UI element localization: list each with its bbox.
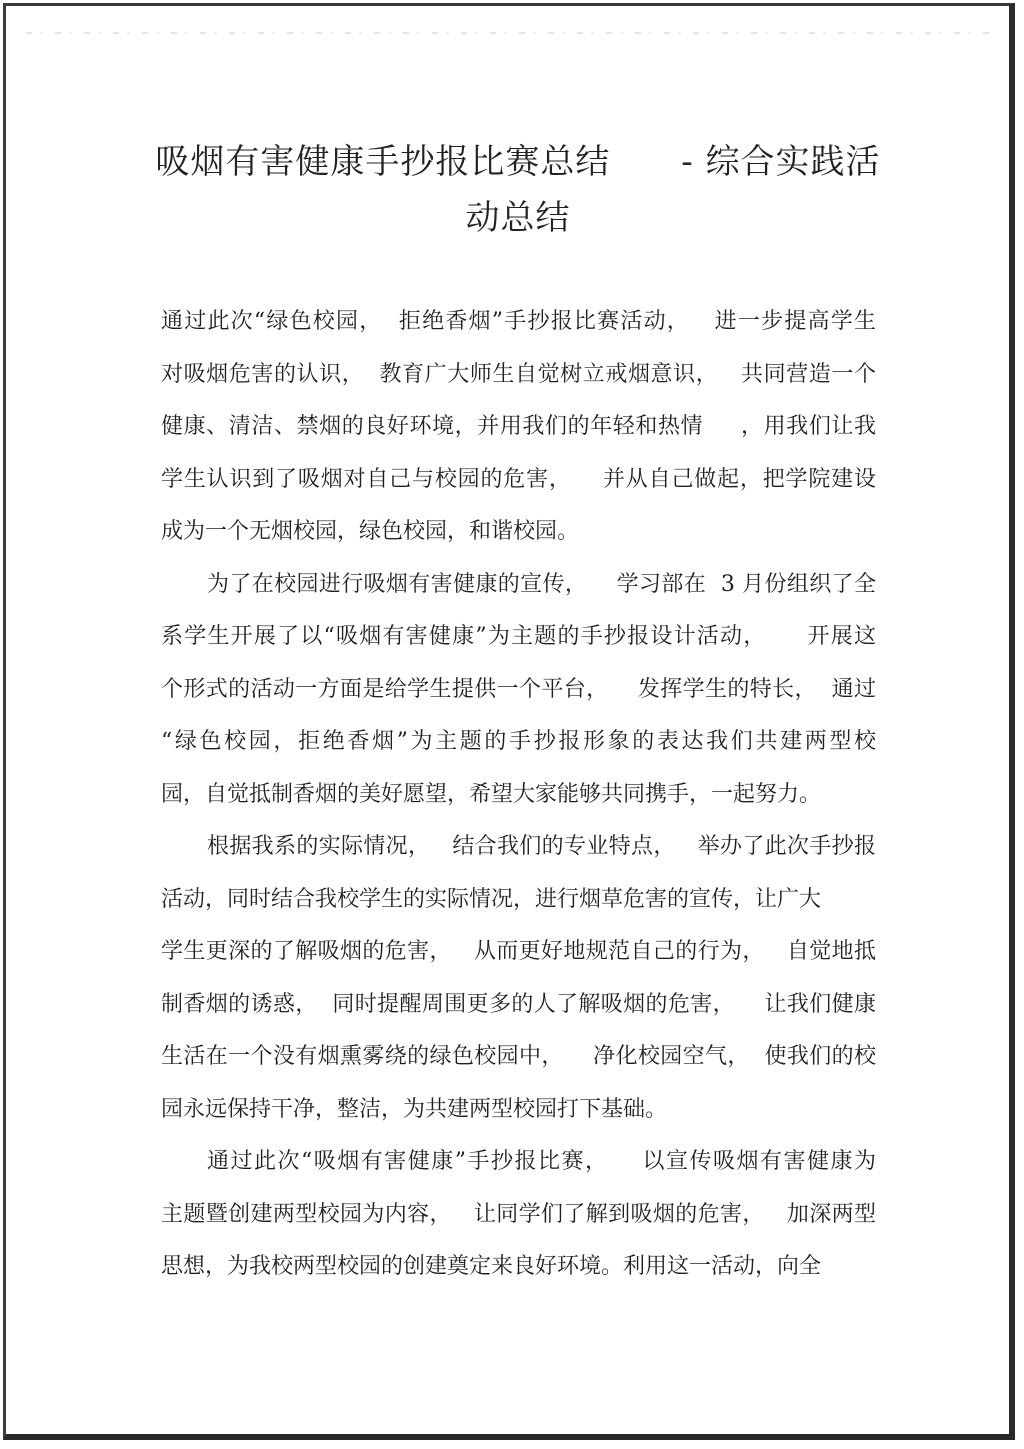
body-line: 园，自觉抵制香烟的美好愿望，希望大家能够共同携手，一起努力。 (161, 781, 822, 807)
document-page (3, 3, 1015, 1440)
scan-artifact (26, 32, 989, 34)
body-line: 制香烟的诱惑， 同时提醒周围更多的人了解吸烟的危害， 让我们健康 (161, 991, 876, 1017)
body-line: 对吸烟危害的认识， 教育广大师生自觉树立戒烟意识， 共同营造一个 (161, 361, 876, 387)
body-line: 健康、清洁、禁烟的良好环境，并用我们的年轻和热情 ，用我们让我 (161, 414, 876, 439)
body-line: 系学生开展了以“吸烟有害健康”为主题的手抄报设计活动， 开展这 (161, 624, 876, 649)
body-line: 学生更深的了解吸烟的危害， 从而更好地规范自己的行为， 自觉地抵 (161, 939, 876, 964)
body-line: “绿色校园，拒绝香烟”为主题的手抄报形象的表达我们共建两型校 (161, 729, 876, 754)
document-body (161, 296, 876, 1294)
body-line: 通过此次“绿色校园， 拒绝香烟”手抄报比赛活动， 进一步提高学生 (161, 309, 876, 334)
title-line-2: 动总结 (465, 198, 571, 238)
body-line: 生活在一个没有烟熏雾绕的绿色校园中， 净化校园空气， 使我们的校 (161, 1044, 876, 1069)
body-line: 园永远保持干净，整洁，为共建两型校园打下基础。 (161, 1096, 668, 1122)
body-line: 学生认识到了吸烟对自己与校园的危害， 并从自己做起，把学院建设 (161, 466, 876, 492)
body-line: 主题暨创建两型校园为内容， 让同学们了解到吸烟的危害， 加深两型 (161, 1201, 876, 1227)
body-line: 为了在校园进行吸烟有害健康的宣传， 学习部在 3 月份组织了全 (207, 571, 876, 597)
body-line: 活动，同时结合我校学生的实际情况，进行烟草危害的宣传，让广大 (161, 886, 822, 912)
body-line: 个形式的活动一方面是给学生提供一个平台， 发挥学生的特长， 通过 (161, 676, 876, 702)
body-line: 思想，为我校两型校园的创建奠定来良好环境。利用这一活动，向全 (161, 1254, 822, 1279)
title-line-1: 吸烟有害健康手抄报比赛总结 - 综合实践活 (155, 142, 881, 182)
body-line: 通过此次“吸烟有害健康”手抄报比赛， 以宣传吸烟有害健康为 (207, 1149, 876, 1174)
body-line: 成为一个无烟校园，绿色校园，和谐校园。 (161, 519, 580, 544)
body-line: 根据我系的实际情况， 结合我们的专业特点， 举办了此次手抄报 (207, 834, 876, 859)
document-title (146, 134, 890, 246)
